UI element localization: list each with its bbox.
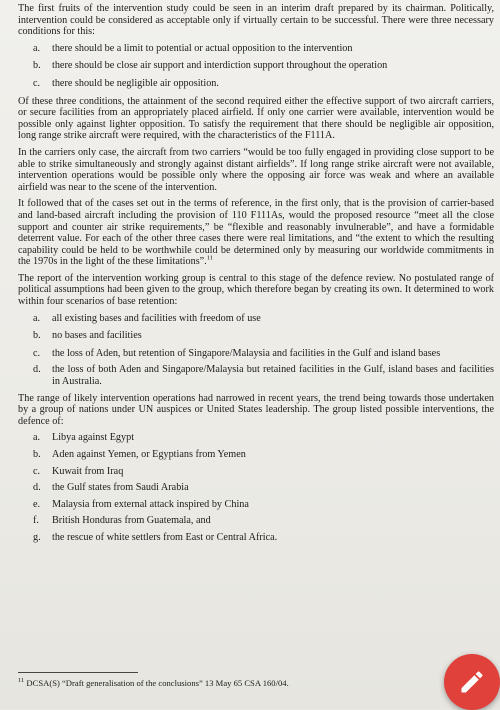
list-marker: b. <box>33 330 41 342</box>
list-item-text: there should be negligible air opposition. <box>52 77 219 89</box>
list-item-text: there should be a limit to potential or actual opposition to the intervention <box>52 42 353 54</box>
list-item-text: no bases and facilities <box>52 330 142 342</box>
footnote-reference: 11 <box>206 254 213 262</box>
paragraph-1: The first fruits of the intervention study could be seen in an interim draft prepared by its chairman. Politically, intervention could be considered as acceptable only if virtually certain to be successful. There were three necessary conditions for this: <box>18 3 494 38</box>
list-marker: b. <box>33 449 41 460</box>
paragraph-4-text: It followed that of the cases set out in the terms of reference, in the first only, that is the provision of carrier-based and land-based aircraft including the provision of 110 F111As, would the proposed resource “meet all the close support and counter air strike requirements,” be “flexible and reasonably invulnerable”, and have a formidable deterrent value. For each of the other three cases there were real limitations, and “the extent to which the resulting capability could be held to be worthwhile could be determined only by measuring our worldwide commitments in the 1970s in the light of the these limitations”. <box>18 198 494 268</box>
scenarios-list <box>18 313 494 388</box>
list-item <box>18 364 494 387</box>
list-marker: a. <box>33 42 41 54</box>
conditions-list <box>18 43 494 90</box>
list-marker: c. <box>33 347 41 359</box>
paragraph-4 <box>18 198 494 268</box>
list-item-text: the loss of both Aden and Singapore/Malaysia but retained facilities in the Gulf, island bases and facilities in Australia. <box>52 364 494 388</box>
list-item-text: Kuwait from Iraq <box>52 465 124 477</box>
list-marker: d. <box>33 364 41 376</box>
interventions-list <box>18 432 494 543</box>
list-item <box>18 482 494 494</box>
footnote-number: 11 <box>18 677 25 685</box>
list-item-text: all existing bases and facilities with freedom of use <box>52 312 261 324</box>
list-marker: c. <box>33 465 41 477</box>
list-item-text: Malaysia from external attack inspired by China <box>52 498 249 510</box>
list-marker: e. <box>33 498 41 510</box>
list-item-text: the rescue of white settlers from East or Central Africa. <box>52 531 278 543</box>
list-item-text: the Gulf states from Saudi Arabia <box>52 482 189 494</box>
footnote <box>18 678 418 688</box>
list-item-text: there should be close air support and interdiction support throughout the operation <box>52 60 388 72</box>
list-marker: a. <box>33 312 41 324</box>
list-marker: c. <box>33 77 41 89</box>
document-body <box>18 3 494 549</box>
list-item-text: Libya against Egypt <box>52 432 135 444</box>
list-item <box>18 330 494 342</box>
list-item <box>18 78 494 90</box>
list-item-text: Aden against Yemen, or Egyptians from Yemen <box>52 449 246 460</box>
list-item <box>18 449 494 461</box>
edit-fab-button[interactable] <box>444 654 500 710</box>
list-item <box>18 499 494 511</box>
list-marker: g. <box>33 531 41 543</box>
pencil-icon <box>458 668 486 696</box>
list-item-text: British Honduras from Guatemala, and <box>52 515 211 527</box>
list-item <box>18 432 494 444</box>
footnote-divider <box>18 672 138 673</box>
list-item-text: the loss of Aden, but retention of Singapore/Malaysia and facilities in the Gulf and island bases <box>52 347 441 359</box>
paragraph-2: Of these three conditions, the attainment of the second required either the effective support of two aircraft carriers, or secure facilities from an appropriately placed airfield. If only one carrier were available, intervention would be possible only against lighter opposition. To satisfy the requirement that there should be negligible air opposition, long range strike aircraft were required, with the characteristics of the F111A. <box>18 95 494 142</box>
list-item <box>18 515 494 527</box>
list-item <box>18 60 494 72</box>
list-item <box>18 532 494 544</box>
paragraph-6: The range of likely intervention operations had narrowed in recent years, the trend being towards those undertaken by a group of nations under UN auspices or United States leadership. The group listed possible interventions, the defence of: <box>18 392 494 427</box>
list-item <box>18 43 494 55</box>
paragraph-3: In the carriers only case, the aircraft from two carriers “would be too fully engaged in providing close support to be able to strike simultaneously and strongly against distant airfields”. If long range strike aircraft were not available, intervention operations would be possible only where the opposing air force was weak and where an available airfield was near to the scene of the intervention. <box>18 146 494 193</box>
paragraph-5: The report of the intervention working group is central to this stage of the defence review. No postulated range of political assumptions had been given to the group, which therefore began by creating its own. It determined to work within four scenarios of base retention: <box>18 272 494 308</box>
list-item <box>18 348 494 360</box>
list-marker: d. <box>33 482 41 494</box>
list-item <box>18 466 494 478</box>
list-marker: f. <box>33 515 39 527</box>
list-marker: a. <box>33 432 41 444</box>
list-marker: b. <box>33 60 41 72</box>
footnote-text: DCSA(S) “Draft generalisation of the conclusions” 13 May 65 CSA 160/04. <box>26 678 289 688</box>
list-item <box>18 313 494 325</box>
